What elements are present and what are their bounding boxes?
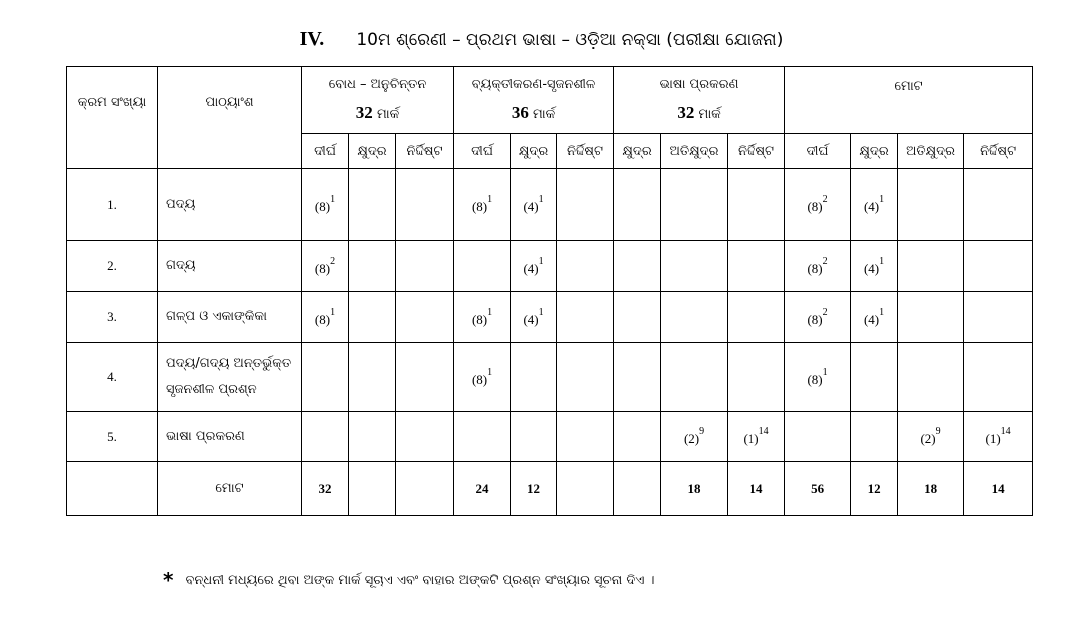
table-cell — [557, 241, 614, 292]
table-cell — [898, 292, 964, 343]
cell-question-count: 2 — [822, 255, 828, 267]
cell-question-count: 1 — [879, 255, 885, 267]
total-cell: 14 — [964, 462, 1033, 516]
cell-marks: (4) — [863, 311, 880, 327]
table-cell — [851, 412, 898, 462]
row-topic: ଗଦ୍ୟ — [158, 241, 302, 292]
cell-question-count: 14 — [758, 426, 769, 437]
header-group-comprehension — [302, 67, 454, 134]
total-cell: 24 — [454, 462, 511, 516]
cell-question-count: 1 — [879, 194, 885, 205]
row-topic-line1: ପଦ୍ୟ/ଗଦ୍ୟ ଅନ୍ତର୍ଭୁକ୍ତ — [166, 356, 292, 371]
blueprint-table — [66, 66, 1033, 516]
table-cell — [349, 169, 396, 241]
document-title — [0, 28, 1083, 51]
table-cell — [898, 412, 964, 462]
cell-question-count: 9 — [699, 426, 705, 437]
table-cell — [661, 343, 728, 412]
group-marks: 32 — [355, 103, 373, 122]
total-cell — [557, 462, 614, 516]
subheader: ନିର୍ଦ୍ଦିଷ୍ଟ — [396, 134, 454, 169]
table-cell — [396, 343, 454, 412]
table-row — [67, 241, 1033, 292]
table-cell — [454, 169, 511, 241]
subheader: ନିର୍ଦ୍ଦିଷ୍ଟ — [728, 134, 785, 169]
cell-marks: (2) — [683, 431, 700, 446]
subheader: କ୍ଷୁଦ୍ର — [851, 134, 898, 169]
total-cell: 12 — [851, 462, 898, 516]
section-number: IV. — [299, 28, 325, 50]
subheader: ଦୀର୍ଘ — [785, 134, 851, 169]
cell-question-count: 2 — [330, 255, 336, 267]
cell-marks: (8) — [807, 199, 823, 214]
cell-question-count: 14 — [1000, 426, 1011, 437]
total-row — [67, 462, 1033, 516]
table-row — [67, 343, 1033, 412]
group-marks-unit: ମାର୍କ — [698, 107, 721, 122]
table-cell — [557, 169, 614, 241]
total-cell — [396, 462, 454, 516]
row-serial: 3. — [67, 292, 158, 343]
cell-marks: (8) — [807, 311, 823, 327]
total-cell: 56 — [785, 462, 851, 516]
asterisk-icon: * — [163, 568, 174, 592]
group-marks: 32 — [677, 103, 695, 122]
table-cell — [302, 241, 349, 292]
subheader: ଦୀର୍ଘ — [302, 134, 349, 169]
cell-question-count: 1 — [822, 366, 828, 378]
total-label: ମୋଟ — [158, 462, 302, 516]
row-serial: 5. — [67, 412, 158, 462]
total-cell: 14 — [728, 462, 785, 516]
cell-question-count: 9 — [935, 426, 941, 437]
table-cell — [557, 292, 614, 343]
total-cell — [349, 462, 396, 516]
cell-marks: (1) — [985, 431, 1001, 446]
subheader: ନିର୍ଦ୍ଦିଷ୍ଟ — [557, 134, 614, 169]
cell-question-count: 2 — [822, 194, 828, 205]
table-cell — [785, 412, 851, 462]
table-cell — [614, 169, 661, 241]
table-cell — [661, 241, 728, 292]
table-cell — [454, 241, 511, 292]
table-cell — [511, 169, 557, 241]
row-topic-line2: ସୃଜନଶୀଳ ପ୍ରଶ୍ନ — [166, 382, 257, 397]
table-cell — [302, 412, 349, 462]
cell-marks: (8) — [807, 260, 823, 276]
table-cell — [785, 292, 851, 343]
row-topic: ଗଳ୍ପ ଓ ଏକାଙ୍କିକା — [158, 292, 302, 343]
cell-marks: (4) — [523, 260, 539, 276]
cell-question-count: 1 — [330, 194, 336, 205]
cell-marks: (8) — [471, 311, 488, 327]
table-cell — [728, 343, 785, 412]
cell-question-count: 1 — [487, 366, 493, 378]
cell-marks: (8) — [471, 371, 488, 387]
subheader: ଦୀର୍ଘ — [454, 134, 511, 169]
table-cell — [728, 412, 785, 462]
table-cell — [396, 412, 454, 462]
table-cell — [964, 412, 1033, 462]
group-marks-unit: ମାର୍କ — [532, 107, 556, 122]
table-cell — [396, 169, 454, 241]
table-cell — [302, 343, 349, 412]
group-marks: 36 — [511, 103, 529, 122]
cell-question-count: 2 — [822, 306, 828, 318]
total-serial-empty — [67, 462, 158, 516]
table-cell — [302, 169, 349, 241]
table-cell — [785, 241, 851, 292]
table-cell — [851, 343, 898, 412]
table-row — [67, 412, 1033, 462]
table-cell — [661, 412, 728, 462]
total-cell: 32 — [302, 462, 349, 516]
cell-marks: (8) — [471, 199, 488, 214]
footnote — [163, 568, 654, 592]
table-cell — [964, 241, 1033, 292]
header-group-grammar — [614, 67, 785, 134]
total-cell — [614, 462, 661, 516]
total-cell: 12 — [511, 462, 557, 516]
cell-marks: (4) — [523, 199, 539, 214]
table-cell — [851, 241, 898, 292]
footnote-text: ବନ୍ଧନୀ ମଧ୍ୟରେ ଥିବା ଅଙ୍କ ମାର୍କ ସୂଚାଏ ଏବଂ ବାହାର ଅଙ୍କଟି ପ୍ରଶ୍ନ ସଂଖ୍ୟାର ସୂଚନା ଦିଏ । — [185, 573, 655, 588]
table-cell — [302, 292, 349, 343]
table-cell — [661, 169, 728, 241]
total-cell: 18 — [898, 462, 964, 516]
header-group-creative — [454, 67, 614, 134]
group-name: ମୋଟ — [894, 79, 923, 94]
cell-marks: (1) — [743, 431, 759, 446]
group-name: ବୋଧ – ଅନୁଚିନ୍ତନ — [328, 77, 427, 92]
cell-question-count: 1 — [879, 306, 885, 318]
table-cell — [728, 241, 785, 292]
table-cell — [728, 169, 785, 241]
table-cell — [349, 292, 396, 343]
cell-question-count: 1 — [538, 306, 544, 318]
table-cell — [785, 169, 851, 241]
cell-marks: (4) — [863, 260, 880, 276]
header-serial: କ୍ରମ ସଂଖ୍ୟା — [67, 67, 158, 169]
group-marks-unit: ମାର୍କ — [376, 107, 400, 122]
table-cell — [614, 292, 661, 343]
table-cell — [511, 343, 557, 412]
subheader: ଅତିକ୍ଷୁଦ୍ର — [661, 134, 728, 169]
table-cell — [396, 241, 454, 292]
table-cell — [614, 241, 661, 292]
table-cell — [964, 169, 1033, 241]
table-cell — [454, 292, 511, 343]
table-row — [67, 169, 1033, 241]
cell-marks: (8) — [314, 311, 331, 327]
table-cell — [349, 343, 396, 412]
cell-question-count: 1 — [330, 306, 336, 318]
group-name: ଭାଷା ପ୍ରକରଣ — [659, 77, 739, 92]
header-row-groups — [67, 67, 1033, 134]
cell-marks: (4) — [523, 311, 539, 327]
table-cell — [898, 343, 964, 412]
table-cell — [728, 292, 785, 343]
subheader: ଅତିକ୍ଷୁଦ୍ର — [898, 134, 964, 169]
table-cell — [349, 241, 396, 292]
cell-question-count: 1 — [538, 194, 544, 205]
cell-question-count: 1 — [487, 194, 493, 205]
table-cell — [557, 343, 614, 412]
title-text: 10ମ ଶ୍ରେଣୀ – ପ୍ରଥମ ଭାଷା – ଓଡ଼ିଆ ନକ୍ସା (ପରୀକ୍ଷା ଯୋଜନା) — [356, 30, 784, 50]
table-cell — [454, 412, 511, 462]
cell-marks: (8) — [807, 371, 823, 387]
row-serial: 2. — [67, 241, 158, 292]
table-cell — [454, 343, 511, 412]
cell-marks: (8) — [314, 260, 331, 276]
total-cell: 18 — [661, 462, 728, 516]
header-topic: ପାଠ୍ୟାଂଶ — [158, 67, 302, 169]
table-cell — [614, 412, 661, 462]
cell-marks: (2) — [920, 431, 936, 446]
cell-question-count: 1 — [538, 255, 544, 267]
table-cell — [396, 292, 454, 343]
row-topic: ପଦ୍ୟ — [158, 169, 302, 241]
table-cell — [898, 241, 964, 292]
table-cell — [511, 292, 557, 343]
subheader: କ୍ଷୁଦ୍ର — [511, 134, 557, 169]
subheader: କ୍ଷୁଦ୍ର — [349, 134, 396, 169]
row-topic — [158, 343, 302, 412]
table-cell — [557, 412, 614, 462]
table-cell — [964, 292, 1033, 343]
subheader: ନିର୍ଦ୍ଦିଷ୍ଟ — [964, 134, 1033, 169]
row-serial: 1. — [67, 169, 158, 241]
table-cell — [898, 169, 964, 241]
table-cell — [614, 343, 661, 412]
table-cell — [511, 241, 557, 292]
row-topic: ଭାଷା ପ୍ରକରଣ — [158, 412, 302, 462]
table-cell — [785, 343, 851, 412]
group-name: ବ୍ୟକ୍ତୀକରଣ-ସୃଜନଶୀଳ — [471, 77, 596, 92]
table-row — [67, 292, 1033, 343]
table-cell — [661, 292, 728, 343]
table-cell — [964, 343, 1033, 412]
cell-marks: (4) — [863, 199, 880, 214]
table-cell — [851, 292, 898, 343]
cell-marks: (8) — [314, 199, 331, 214]
row-serial: 4. — [67, 343, 158, 412]
table-cell — [349, 412, 396, 462]
subheader: କ୍ଷୁଦ୍ର — [614, 134, 661, 169]
table-cell — [511, 412, 557, 462]
cell-question-count: 1 — [487, 306, 493, 318]
table-cell — [851, 169, 898, 241]
header-group-total — [785, 67, 1033, 134]
